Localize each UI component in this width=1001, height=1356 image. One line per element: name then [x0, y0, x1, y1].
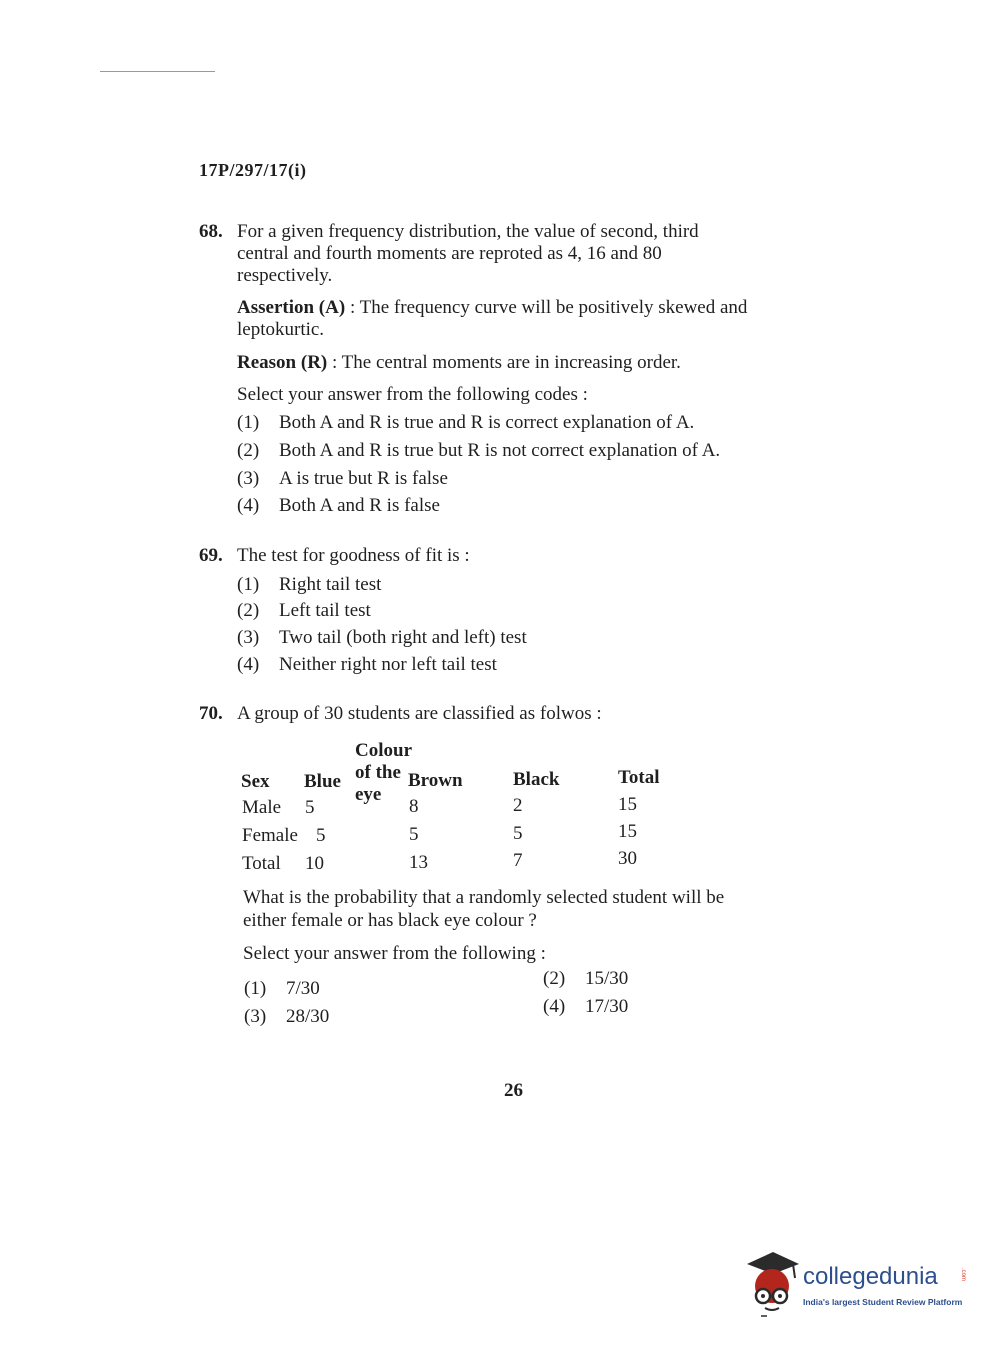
table-header: Total: [618, 767, 660, 788]
option-number: (3): [237, 627, 260, 648]
table-cell: 2: [513, 795, 523, 816]
question-70-body: [243, 886, 724, 965]
option-number: (4): [237, 495, 260, 516]
option-text: Two tail (both right and left) test: [279, 627, 527, 648]
paper-code: 17P/297/17(i): [199, 160, 307, 180]
option-number: (4): [543, 996, 566, 1017]
option-number: (1): [237, 412, 260, 433]
question-text-line: A group of 30 students are classified as folwos :: [237, 703, 602, 724]
option: [237, 412, 694, 434]
option-number: (4): [237, 654, 260, 675]
option-text: Left tail test: [279, 600, 371, 621]
table-cell: 5: [513, 823, 523, 844]
table-cell: 10: [305, 853, 324, 874]
reason-text: : The central moments are in increasing order.: [327, 352, 681, 373]
option-text: Right tail test: [279, 574, 382, 595]
table-cell: 15: [618, 821, 637, 842]
option: [237, 627, 527, 649]
option: [244, 1006, 329, 1028]
logo-wordmark: collegedunia: [803, 1263, 938, 1290]
table-cell: 15: [618, 794, 637, 815]
option-number: (1): [244, 978, 267, 999]
table-cell: 30: [618, 848, 637, 869]
option-text: Both A and R is true but R is not correct explanation of A.: [279, 440, 721, 461]
question-text-line: respectively.: [237, 265, 333, 286]
option: [237, 495, 440, 517]
table-header: Black: [513, 769, 560, 790]
question-text-line: For a given frequency distribution, the value of second, third: [237, 221, 699, 242]
option-text: 17/30: [585, 996, 629, 1017]
table-cell: 13: [409, 852, 428, 873]
table-cell: 7: [513, 850, 523, 871]
collegedunia-logo[interactable]: [743, 1250, 973, 1320]
question-text-line: central and fourth moments are reproted as 4, 16 and 80: [237, 243, 662, 264]
mascot-icon: [743, 1250, 801, 1318]
table-title: Colour of the eye: [355, 740, 412, 805]
assertion-text: : The frequency curve will be positively skewed and: [345, 297, 748, 318]
reason: [237, 352, 681, 374]
option-number: (1): [237, 574, 260, 595]
option-text: Neither right nor left tail test: [279, 654, 497, 675]
option: [237, 440, 720, 462]
instruction: Select your answer from the following :: [243, 943, 546, 964]
logo-domain: .com: [960, 1268, 966, 1282]
assertion-label: Assertion (A): [237, 297, 346, 318]
option-text: Both A and R is false: [279, 495, 440, 516]
option-text: A is true but R is false: [279, 468, 448, 489]
top-rule: [100, 71, 215, 72]
option: [543, 996, 628, 1018]
option-number: (2): [543, 968, 566, 989]
option-number: (3): [244, 1006, 267, 1027]
option: [237, 654, 497, 676]
assertion-text: leptokurtic.: [237, 319, 325, 340]
table-header: Brown: [408, 770, 463, 791]
table-cell: 5: [305, 797, 315, 818]
table-cell: 5: [409, 824, 419, 845]
option-text: 7/30: [286, 978, 320, 999]
option-number: (3): [237, 468, 260, 489]
table-cell: 8: [409, 796, 419, 817]
reason-label: Reason (R): [237, 352, 328, 373]
assertion: [237, 297, 747, 319]
instruction: Select your answer from the following codes :: [237, 384, 588, 405]
option-text: 28/30: [286, 1006, 330, 1027]
option-number: (2): [237, 600, 260, 621]
question-number: 69.: [199, 545, 223, 566]
option-text: 15/30: [585, 968, 629, 989]
question-number: 68.: [199, 221, 223, 242]
table-cell: Female: [242, 825, 298, 846]
question-number: 70.: [199, 703, 223, 724]
table-header: Blue: [304, 771, 341, 792]
option: [543, 968, 628, 990]
option-text: Both A and R is true and R is correct explanation of A.: [279, 412, 695, 433]
table-cell: 5: [316, 825, 326, 846]
table-cell: Male: [242, 797, 282, 818]
option: [244, 978, 320, 1000]
table-cell: Total: [242, 853, 281, 874]
option: [237, 600, 371, 622]
table-header: Sex: [241, 771, 270, 792]
question-text-line: The test for goodness of fit is :: [237, 545, 470, 566]
page-number: 26: [504, 1080, 523, 1101]
logo-tagline: India's largest Student Review Platform: [803, 1297, 963, 1307]
option: [237, 468, 448, 490]
option-number: (2): [237, 440, 260, 461]
question-text-line: What is the probability that a randomly selected student will be: [243, 887, 725, 908]
option: [237, 574, 381, 596]
question-text-line: either female or has black eye colour ?: [243, 910, 537, 931]
